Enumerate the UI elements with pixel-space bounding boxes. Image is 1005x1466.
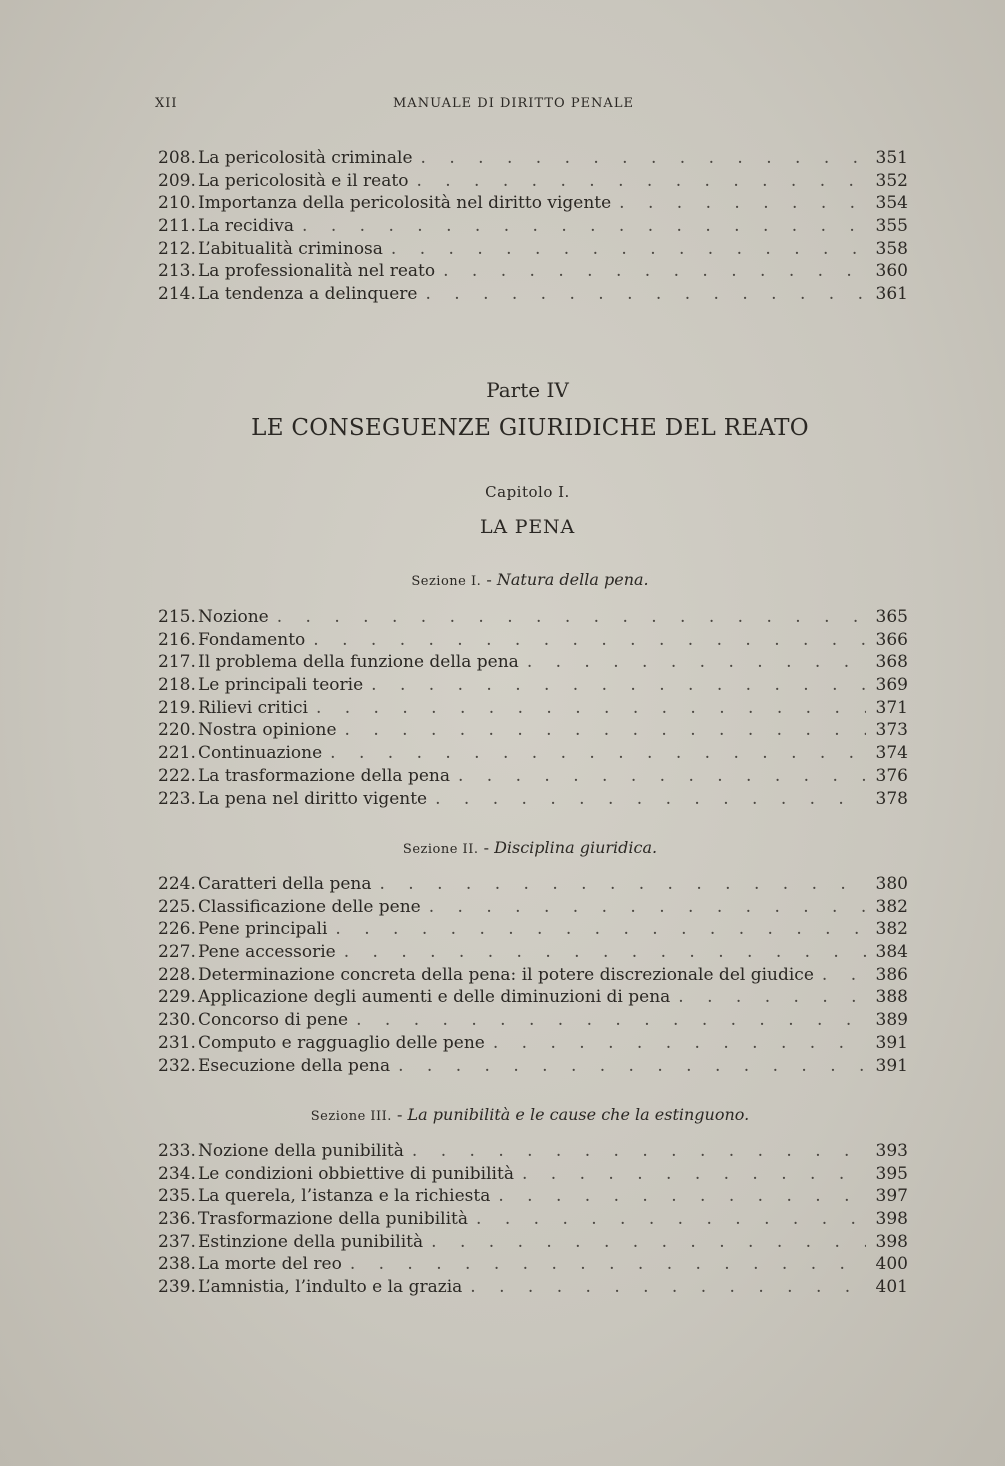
entry-number: 210. [158, 193, 196, 214]
toc-list-section-3 [158, 1140, 908, 1299]
dot-leader [390, 1055, 866, 1078]
dot-leader [308, 697, 866, 720]
toc-entry [158, 765, 908, 788]
dot-leader [371, 873, 866, 896]
toc-entry [158, 697, 908, 720]
toc-entry [158, 170, 908, 193]
entry-page-number: 365 [875, 607, 908, 627]
entry-title: La pericolosità e il reato [198, 170, 409, 191]
entry-page-number: 384 [875, 942, 908, 963]
entry-title: Nozione della punibilità [198, 1141, 404, 1161]
entry-number: 211. [158, 216, 196, 237]
dot-leader [337, 719, 866, 742]
entry-number: 226. [158, 919, 196, 940]
dot-leader [423, 1231, 866, 1254]
dot-leader [348, 1009, 866, 1032]
entry-title: Nozione [198, 607, 269, 627]
chapter-title: LA PENA [480, 516, 575, 538]
running-head [155, 96, 855, 118]
dot-leader [363, 674, 866, 697]
entry-title: Trasformazione della punibilità [198, 1209, 469, 1230]
section-heading-2: Sezione II. - Disciplina giuridica. [402, 838, 658, 857]
dot-leader [269, 606, 866, 629]
dot-leader [462, 1276, 866, 1299]
toc-entry [158, 260, 908, 283]
toc-list-continued [158, 147, 908, 306]
entry-title: La querela, l’istanza e la richiesta [198, 1186, 491, 1207]
entry-title: Pene accessorie [198, 942, 336, 963]
entry-number: 217. [158, 652, 196, 673]
dot-leader [342, 1253, 866, 1276]
entry-number: 223. [158, 788, 196, 809]
entry-page-number: 398 [875, 1209, 908, 1230]
toc-entry [158, 629, 908, 652]
toc-entry [158, 651, 908, 674]
entry-number: 219. [158, 697, 196, 718]
dot-leader [404, 1140, 866, 1163]
entry-title: Il problema della funzione della pena [198, 652, 519, 673]
entry-page-number: 391 [875, 1055, 908, 1076]
entry-page-number: 386 [875, 964, 908, 985]
entry-page-number: 376 [875, 765, 908, 786]
entry-number: 221. [158, 743, 196, 764]
toc-entry [158, 1163, 908, 1186]
entry-number: 233. [158, 1141, 196, 1161]
toc-entry [158, 1231, 908, 1254]
toc-entry [158, 606, 908, 629]
entry-number: 238. [158, 1254, 196, 1275]
entry-page-number: 378 [875, 788, 908, 809]
section-label: Sezione I. [411, 574, 482, 589]
entry-title: Nostra opinione [198, 720, 337, 741]
entry-number: 222. [158, 765, 196, 786]
entry-page-number: 355 [875, 216, 908, 237]
entry-title: Estinzione della punibilità [198, 1231, 424, 1252]
section-title: Disciplina giuridica. [494, 838, 658, 857]
entry-number: 228. [158, 964, 196, 985]
toc-entry [158, 238, 908, 261]
entry-page-number: 398 [875, 1231, 908, 1252]
entry-page-number: 374 [875, 743, 908, 764]
toc-entry [158, 1032, 908, 1055]
entry-number: 234. [158, 1163, 196, 1184]
toc-entry [158, 1276, 908, 1299]
entry-number: 214. [158, 284, 196, 305]
entry-page-number: 391 [875, 1032, 908, 1053]
dot-leader [468, 1208, 866, 1231]
entry-title: Determinazione concreta della pena: il potere discrezionale del giudice [198, 964, 814, 985]
entry-title: La tendenza a delinquere [198, 284, 418, 305]
dot-leader [305, 629, 866, 652]
entry-number: 239. [158, 1277, 196, 1298]
entry-page-number: 400 [875, 1254, 908, 1275]
toc-list-section-1 [158, 606, 908, 810]
entry-title: La pericolosità criminale [198, 148, 413, 168]
entry-page-number: 382 [875, 919, 908, 940]
entry-page-number: 371 [875, 697, 908, 718]
toc-entry [158, 873, 908, 896]
entry-number: 215. [158, 607, 196, 627]
toc-entry [158, 941, 908, 964]
entry-number: 218. [158, 675, 196, 696]
entry-number: 232. [158, 1055, 196, 1076]
dot-leader [417, 283, 866, 306]
entry-title: L’abitualità criminosa [198, 238, 383, 259]
toc-entry [158, 1208, 908, 1231]
entry-title: Le condizioni obbiettive di punibilità [198, 1163, 514, 1184]
dot-leader [611, 192, 866, 215]
section-heading-1: Sezione I. - Natura della pena. [411, 570, 649, 589]
entry-page-number: 361 [875, 284, 908, 305]
entry-title: Classificazione delle pene [198, 896, 421, 917]
dot-leader [336, 941, 866, 964]
toc-entry [158, 964, 908, 987]
entry-title: Le principali teorie [198, 675, 364, 696]
entry-page-number: 358 [875, 238, 908, 259]
toc-entry [158, 147, 908, 170]
entry-page-number: 351 [875, 148, 908, 168]
entry-title: Esecuzione della pena [198, 1055, 391, 1076]
dot-leader [421, 896, 866, 919]
section-label: Sezione III. [310, 1109, 392, 1124]
chapter-heading: Capitolo I. [485, 483, 570, 501]
dot-leader [670, 986, 866, 1009]
toc-entry [158, 1185, 908, 1208]
entry-page-number: 395 [875, 1163, 908, 1184]
entry-number: 208. [158, 148, 196, 168]
entry-number: 235. [158, 1186, 196, 1207]
entry-page-number: 388 [875, 987, 908, 1008]
dot-leader [408, 170, 866, 193]
entry-number: 236. [158, 1209, 196, 1230]
entry-number: 224. [158, 874, 196, 894]
entry-number: 225. [158, 896, 196, 917]
entry-title: Concorso di pene [198, 1010, 349, 1031]
dot-leader [413, 147, 866, 170]
entry-title: Computo e ragguaglio delle pene [198, 1032, 485, 1053]
entry-page-number: 397 [875, 1186, 908, 1207]
entry-number: 209. [158, 170, 196, 191]
entry-number: 216. [158, 629, 196, 650]
dot-leader [450, 765, 866, 788]
part-title: LE CONSEGUENZE GIURIDICHE DEL REATO [251, 415, 809, 441]
entry-number: 231. [158, 1032, 196, 1053]
dot-leader [814, 964, 866, 987]
dot-leader [490, 1185, 866, 1208]
section-heading-3: Sezione III. - La punibilità e le cause che la estinguono. [310, 1105, 750, 1124]
entry-page-number: 393 [875, 1141, 908, 1161]
entry-number: 212. [158, 238, 196, 259]
entry-number: 213. [158, 261, 196, 282]
toc-entry [158, 1140, 908, 1163]
entry-title: La morte del reo [198, 1254, 342, 1275]
entry-page-number: 360 [875, 261, 908, 282]
entry-number: 230. [158, 1010, 196, 1031]
entry-title: Fondamento [198, 629, 306, 650]
running-title: MANUALE DI DIRITTO PENALE [393, 96, 634, 111]
toc-entry [158, 283, 908, 306]
entry-title: Continuazione [198, 743, 323, 764]
toc-entry [158, 1055, 908, 1078]
section-title: Natura della pena. [496, 570, 649, 589]
toc-entry [158, 215, 908, 238]
dot-leader [327, 918, 866, 941]
dot-leader [485, 1032, 866, 1055]
entry-number: 229. [158, 987, 196, 1008]
entry-title: L’amnistia, l’indulto e la grazia [198, 1277, 463, 1298]
toc-list-section-2 [158, 873, 908, 1077]
section-title: La punibilità e le cause che la estinguono. [407, 1105, 750, 1124]
entry-page-number: 373 [875, 720, 908, 741]
part-heading: Parte IV [486, 378, 569, 402]
dot-leader [383, 238, 866, 261]
entry-page-number: 389 [875, 1010, 908, 1031]
entry-title: La recidiva [198, 216, 295, 237]
page-folio: XII [155, 96, 178, 111]
entry-title: Applicazione degli aumenti e delle diminuzioni di pena [198, 987, 671, 1008]
section-label: Sezione II. [402, 842, 479, 857]
toc-entry [158, 1009, 908, 1032]
toc-entry [158, 986, 908, 1009]
entry-page-number: 382 [875, 896, 908, 917]
entry-title: La trasformazione della pena [198, 765, 450, 786]
toc-entry [158, 742, 908, 765]
dot-leader [294, 215, 866, 238]
entry-title: Caratteri della pena [198, 874, 372, 894]
toc-entry [158, 918, 908, 941]
entry-page-number: 366 [875, 629, 908, 650]
entry-title: La pena nel diritto vigente [198, 788, 428, 809]
entry-number: 220. [158, 720, 196, 741]
dot-leader [322, 742, 866, 765]
entry-page-number: 368 [875, 652, 908, 673]
entry-title: La professionalità nel reato [198, 261, 436, 282]
toc-entry [158, 896, 908, 919]
entry-title: Importanza della pericolosità nel diritto vigente [198, 193, 612, 214]
dot-leader [519, 651, 866, 674]
dot-leader [514, 1163, 866, 1186]
entry-page-number: 369 [875, 675, 908, 696]
toc-entry [158, 719, 908, 742]
toc-entry [158, 1253, 908, 1276]
entry-page-number: 352 [875, 170, 908, 191]
entry-title: Rilievi critici [198, 697, 308, 718]
dot-leader [427, 788, 866, 811]
entry-number: 227. [158, 942, 196, 963]
dot-leader [435, 260, 866, 283]
entry-page-number: 401 [875, 1277, 908, 1298]
entry-page-number: 354 [875, 193, 908, 214]
entry-title: Pene principali [198, 919, 328, 940]
toc-entry [158, 192, 908, 215]
entry-page-number: 380 [875, 874, 908, 894]
entry-number: 237. [158, 1231, 196, 1252]
toc-entry [158, 788, 908, 811]
toc-entry [158, 674, 908, 697]
